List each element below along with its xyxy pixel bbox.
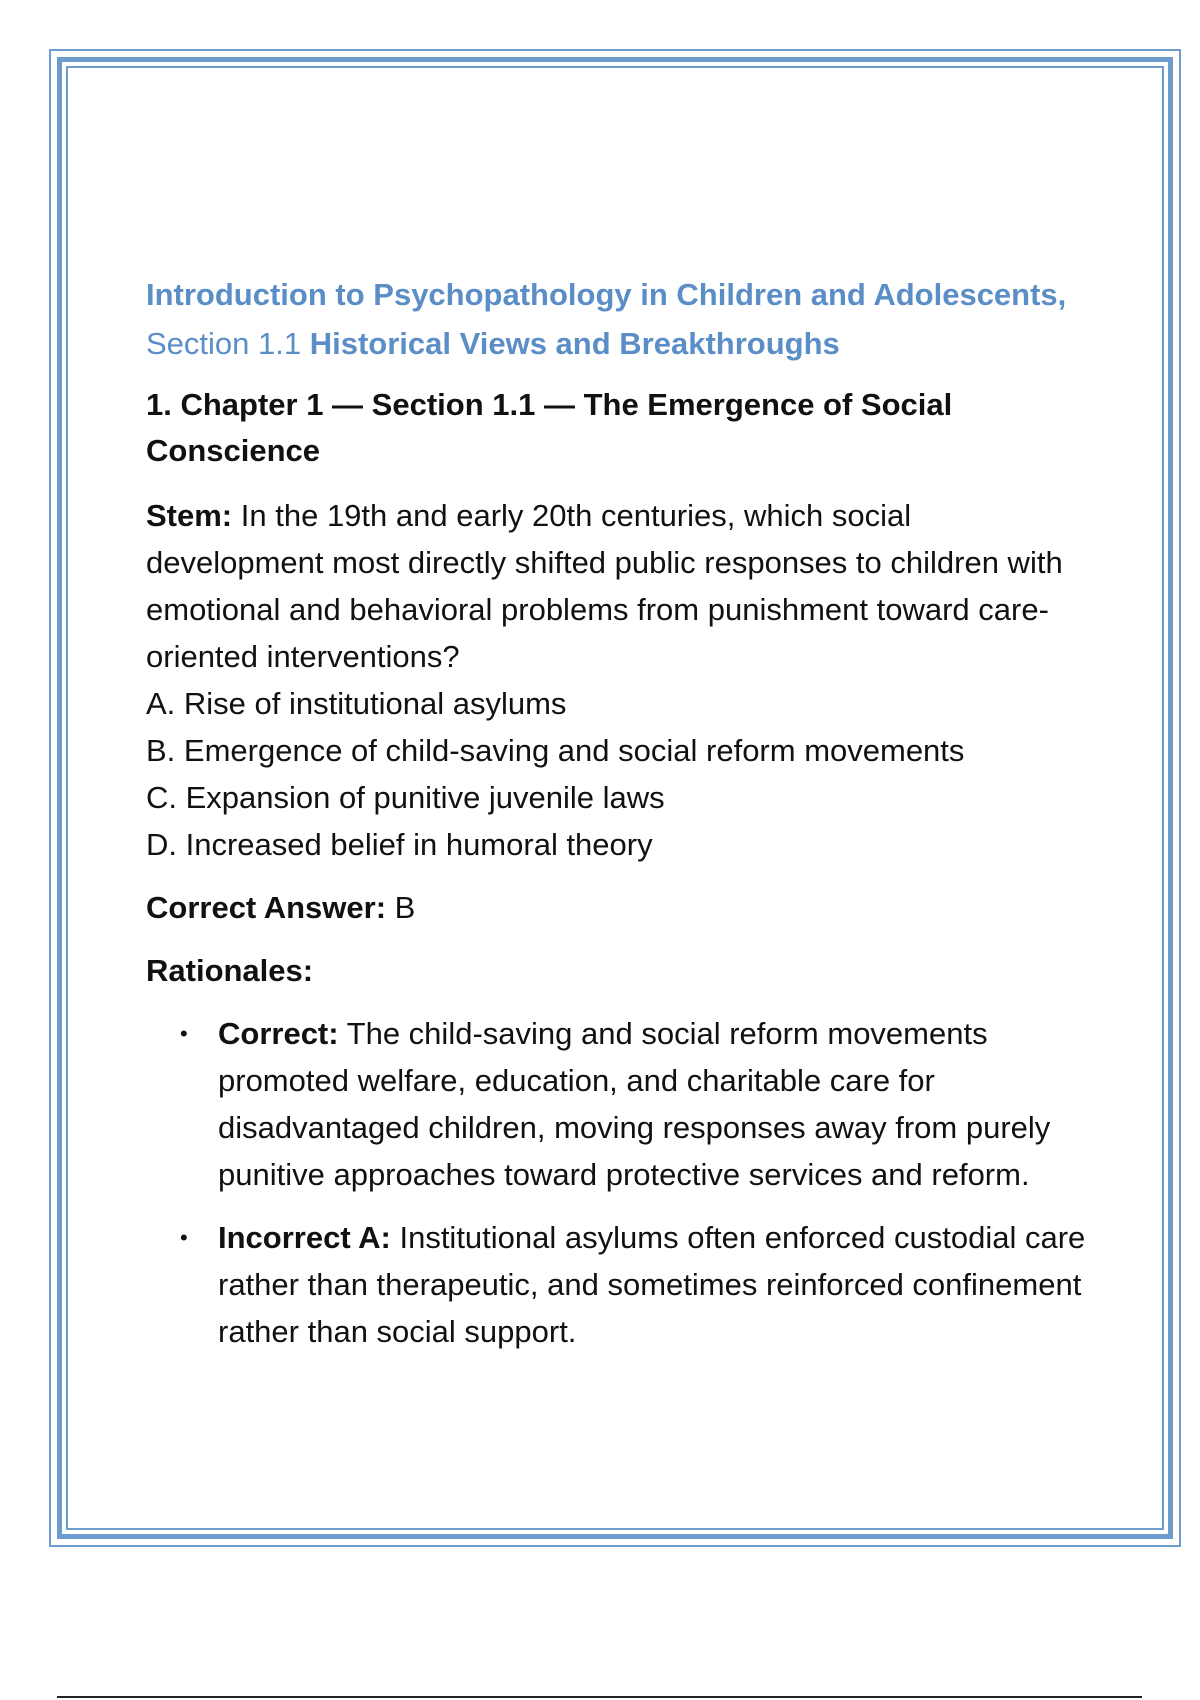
answer-options	[146, 680, 1096, 868]
bullet-icon: •	[180, 1021, 188, 1046]
rationale-text: Institutional asylums often enforced custodial care rather than therapeutic, and sometimes reinforced confinement rather than social support.	[218, 1220, 1086, 1349]
stem-label: Stem:	[146, 498, 233, 533]
heading-title: Introduction to Psychopathology in Children and Adolescents,	[146, 277, 1067, 312]
option-d: D. Increased belief in humoral theory	[146, 827, 653, 862]
rationale-label: Incorrect A:	[218, 1220, 391, 1255]
option-c: C. Expansion of punitive juvenile laws	[146, 780, 665, 815]
rationale-incorrect-a	[146, 1214, 1096, 1355]
answer-label: Correct Answer:	[146, 890, 387, 925]
option-a: A. Rise of institutional asylums	[146, 686, 567, 721]
stem-text: In the 19th and early 20th centuries, which social development most directly shifted public responses to children with emotional and behavioral problems from punishment toward care-oriented interventions?	[146, 498, 1063, 674]
footer-divider	[57, 1696, 1142, 1698]
question-title: 1. Chapter 1 — Section 1.1 — The Emergence of Social Conscience	[146, 387, 953, 468]
heading-section-prefix: Section 1.1	[146, 326, 302, 361]
rationales-title: Rationales:	[146, 953, 314, 988]
bullet-icon: •	[180, 1225, 188, 1250]
document-content	[146, 270, 1096, 1371]
heading-section-title: Historical Views and Breakthroughs	[309, 326, 840, 361]
rationale-label: Correct:	[218, 1016, 339, 1051]
question-stem	[146, 492, 1096, 680]
rationale-correct	[146, 1010, 1096, 1198]
document-heading	[146, 270, 1096, 368]
answer-value: B	[394, 890, 416, 925]
correct-answer	[146, 884, 1096, 931]
rationales-list	[146, 1010, 1096, 1355]
rationale-text: The child-saving and social reform movements promoted welfare, education, and charitable care for disadvantaged children, moving responses away from purely punitive approaches toward protective services and reform.	[218, 1016, 1051, 1192]
option-b: B. Emergence of child-saving and social reform movements	[146, 733, 965, 768]
